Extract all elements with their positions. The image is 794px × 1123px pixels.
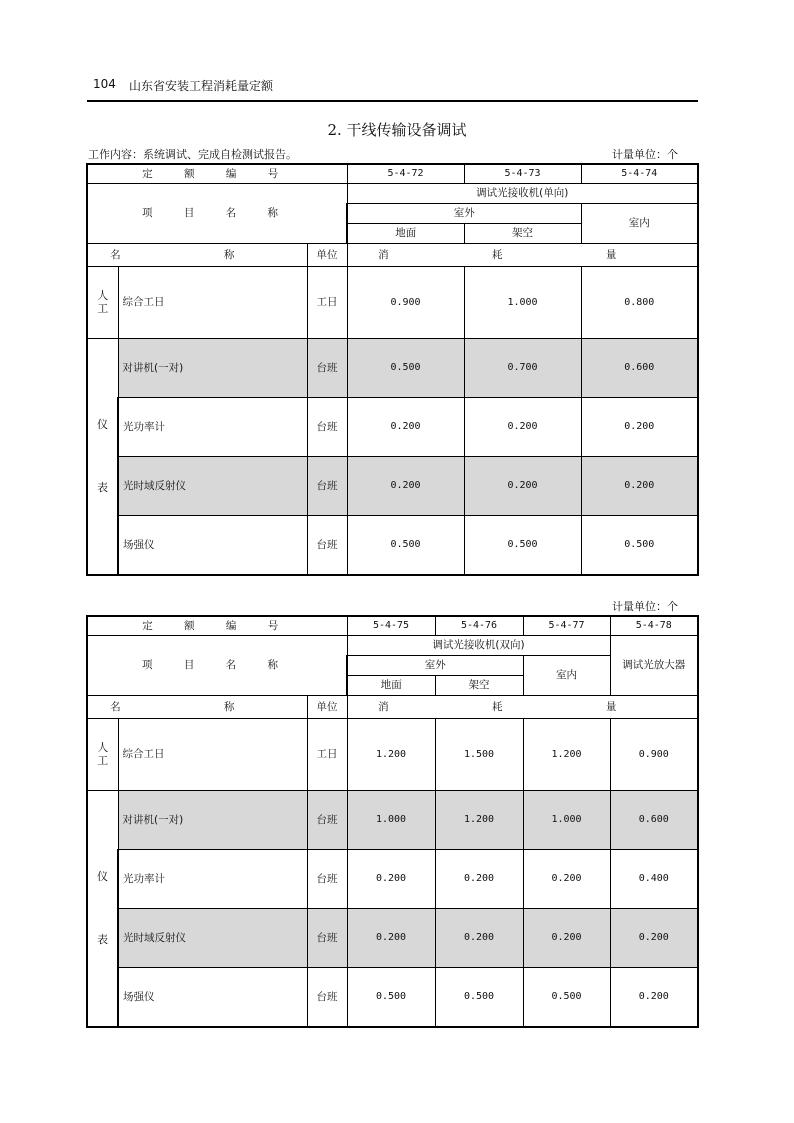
row-value: 0.200 (435, 850, 523, 909)
row-name: 对讲机(一对) (118, 339, 307, 398)
item-name-label: 项 目 名 称 (87, 184, 347, 244)
row-name: 场强仪 (118, 968, 307, 1028)
row-unit: 台班 (307, 339, 347, 398)
row-value: 0.500 (464, 516, 581, 576)
row-unit: 台班 (307, 850, 347, 909)
category-instrument: 仪 表 (87, 791, 118, 1028)
row-unit: 工日 (307, 267, 347, 339)
row-unit: 台班 (307, 968, 347, 1028)
row-value: 0.600 (610, 791, 698, 850)
row-unit: 台班 (307, 909, 347, 968)
row-value: 0.200 (581, 398, 698, 457)
quota-code: 5-4-75 (347, 616, 435, 636)
row-name: 光时域反射仪 (118, 909, 307, 968)
row-unit: 台班 (307, 398, 347, 457)
unit-label: 计量单位：个 (612, 600, 678, 613)
row-value: 0.500 (435, 968, 523, 1028)
consumption-header: 消 耗 量 (347, 696, 698, 719)
row-value: 0.500 (347, 339, 464, 398)
row-value: 1.000 (523, 791, 610, 850)
row-name: 对讲机(一对) (118, 791, 307, 850)
name-column-header: 名 称 (87, 696, 307, 719)
row-value: 0.200 (523, 850, 610, 909)
work-content: 工作内容：系统调试、完成自检测试报告。 (88, 148, 297, 161)
row-value: 0.200 (610, 909, 698, 968)
row-value: 0.200 (347, 398, 464, 457)
item-name-label: 项 目 名 称 (87, 636, 347, 696)
row-value: 0.200 (435, 909, 523, 968)
quota-code: 5-4-76 (435, 616, 523, 636)
row-name: 综合工日 (118, 719, 307, 791)
row-unit: 台班 (307, 791, 347, 850)
row-value: 0.400 (610, 850, 698, 909)
row-name: 场强仪 (118, 516, 307, 576)
overhead-label: 架空 (464, 224, 581, 244)
quota-code: 5-4-72 (347, 164, 464, 184)
row-value: 1.000 (464, 267, 581, 339)
section-title: 2. 干线传输设备调试 (327, 121, 467, 139)
indoor-label: 室内 (523, 656, 610, 696)
row-unit: 台班 (307, 457, 347, 516)
row-value: 0.200 (610, 968, 698, 1028)
unit-column-header: 单位 (307, 244, 347, 267)
quota-table-1 (86, 163, 699, 576)
quota-code-label: 定 额 编 号 (87, 164, 347, 184)
row-name: 光功率计 (118, 850, 307, 909)
ground-label: 地面 (347, 676, 435, 696)
category-labor: 人 工 (87, 267, 118, 339)
row-value: 0.500 (347, 516, 464, 576)
page-header (87, 74, 698, 102)
category-labor: 人 工 (87, 719, 118, 791)
row-value: 0.900 (347, 267, 464, 339)
page-number: 104 (93, 77, 116, 91)
unit-column-header: 单位 (307, 696, 347, 719)
group-title: 调试光接收机(双向) (347, 636, 610, 656)
group-title: 调试光接收机(单向) (347, 184, 698, 204)
quota-code: 5-4-77 (523, 616, 610, 636)
row-value: 0.700 (464, 339, 581, 398)
row-value: 0.900 (610, 719, 698, 791)
row-value: 1.500 (435, 719, 523, 791)
row-value: 0.500 (347, 968, 435, 1028)
quota-code: 5-4-78 (610, 616, 698, 636)
quota-code: 5-4-73 (464, 164, 581, 184)
quota-code-label: 定 额 编 号 (87, 616, 347, 636)
quota-code: 5-4-74 (581, 164, 698, 184)
category-instrument: 仪 表 (87, 339, 118, 576)
overhead-label: 架空 (435, 676, 523, 696)
row-name: 光时域反射仪 (118, 457, 307, 516)
outdoor-label: 室外 (347, 204, 581, 224)
name-column-header: 名 称 (87, 244, 307, 267)
ground-label: 地面 (347, 224, 464, 244)
row-value: 1.000 (347, 791, 435, 850)
row-value: 0.500 (581, 516, 698, 576)
row-value: 0.200 (523, 909, 610, 968)
row-name: 综合工日 (118, 267, 307, 339)
row-value: 0.200 (581, 457, 698, 516)
quota-table-2 (86, 615, 699, 1028)
indoor-label: 室内 (581, 204, 698, 244)
row-value: 1.200 (435, 791, 523, 850)
unit-label: 计量单位：个 (612, 148, 678, 161)
row-value: 1.200 (523, 719, 610, 791)
row-value: 0.200 (464, 398, 581, 457)
row-value: 0.500 (523, 968, 610, 1028)
amplifier-label: 调试光放大器 (610, 636, 698, 696)
row-unit: 工日 (307, 719, 347, 791)
row-value: 0.200 (347, 909, 435, 968)
outdoor-label: 室外 (347, 656, 523, 676)
row-value: 0.800 (581, 267, 698, 339)
row-value: 1.200 (347, 719, 435, 791)
row-value: 0.600 (581, 339, 698, 398)
row-value: 0.200 (347, 850, 435, 909)
row-value: 0.200 (347, 457, 464, 516)
row-value: 0.200 (464, 457, 581, 516)
row-unit: 台班 (307, 516, 347, 576)
book-title: 山东省安装工程消耗量定额 (129, 79, 274, 93)
row-name: 光功率计 (118, 398, 307, 457)
consumption-header: 消 耗 量 (347, 244, 698, 267)
